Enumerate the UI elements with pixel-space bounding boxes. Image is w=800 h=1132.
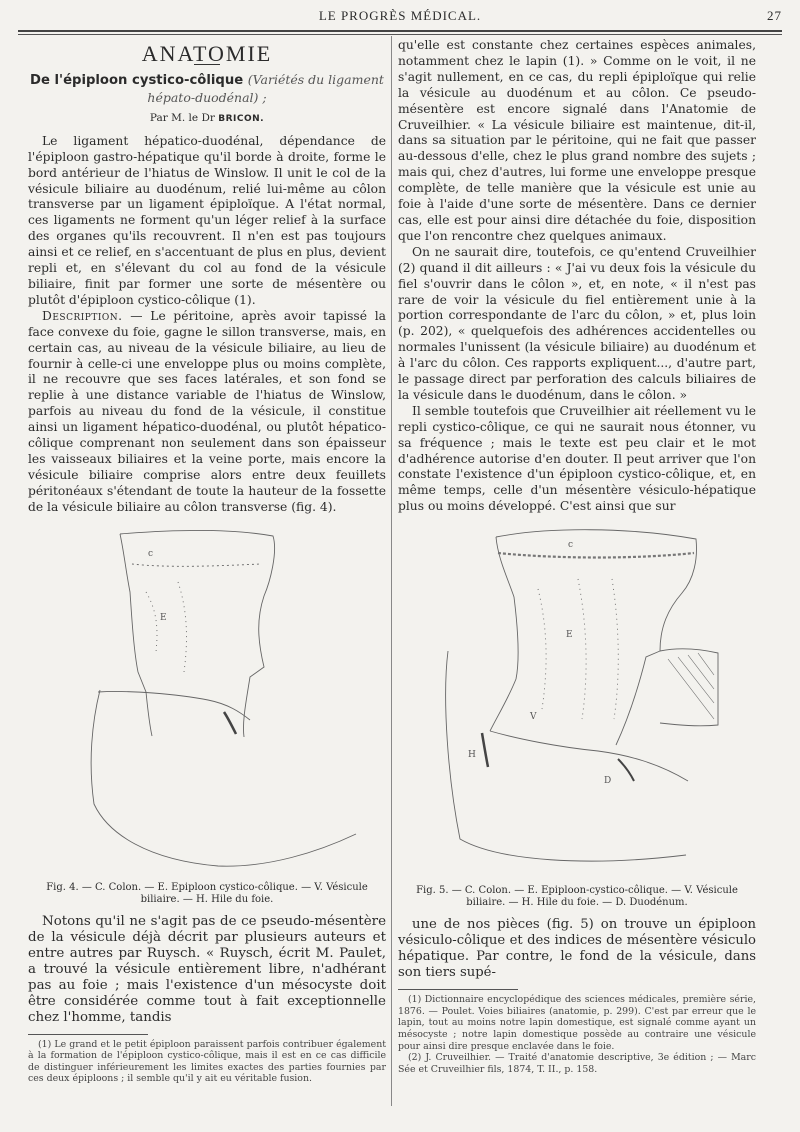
figure-4-caption: Fig. 4. — C. Colon. — E. Epiploon cystico-côlique. — V. Vésicule biliaire. — H. Hile du foie. <box>46 881 368 905</box>
author-name: BRICON. <box>218 113 265 124</box>
header-rule <box>18 30 782 32</box>
footnote-rule <box>398 989 518 990</box>
figure-letter-c: c <box>568 540 574 551</box>
journal-title: LE PROGRÈS MÉDICAL. <box>318 8 482 23</box>
footnote-rule <box>28 1034 148 1035</box>
paragraph-description <box>28 309 386 516</box>
article-title <box>28 71 386 107</box>
figure-5-drawing <box>398 519 756 883</box>
paragraph: qu'elle est constante chez certaines espèces animales, notamment chez le lapin (1). » Comme on le voit, il ne s'agit nullement, en ce cas, du repli épiploïque qui relie la vésicule au duodénum et au côlon. Ce pseudo-mésentère est encore signalé dans l'Anatomie de Cruveilhier. « La vésicule biliaire est maintenue, dit-il, dans sa situation par le péritoine, qui ne fait que passer au-dessous d'elle, chez le plus grand nombre des sujets ; mais qui, chez d'autres, lui forme une enveloppe presque complète, de telle manière que la vésicule est unie au foie à l'aide d'une sorte de mésentère. Dans ce dernier cas, elle est pour ainsi dire détachée du foie, disposition que l'on rencontre chez quelques animaux. <box>398 38 756 243</box>
article-title-main: De l'épiploon cystico-côlique <box>30 72 244 88</box>
figure-5 <box>398 519 756 883</box>
running-head <box>18 6 782 28</box>
page-number: 27 <box>767 8 782 23</box>
paragraph: Le ligament hépatico-duodénal, dépendance de l'épiploon gastro-hépatique qu'il borde à droite, forme le bord antérieur de l'hiatus de Winslow. Il unit le col de la vésicule biliaire au duodénum, relié lui-même au côlon transverse par un ligament épiploïque. A l'état normal, ces ligaments ne forment qu'un léger relief à la surface des organes qu'ils recouvrent. Il n'en est pas toujours ainsi et ce relief, en s'accentuant de plus en plus, devient repli et, en s'élevant du col au fond de la vésicule biliaire, finit par former une sorte de mésentère ou plutôt d'épiploon cystico-côlique (1). <box>28 133 386 307</box>
column-separator <box>391 36 392 1106</box>
footnote: (1) Dictionnaire encyclopédique des sciences médicales, première série, 1876. — Poulet. Voies biliaires (anatomie, p. 299). C'est par erreur que le lapin, tout au moins notre lapin domestique, est signalé comme ayant un mésocyste ; notre lapin domestique possède au contraire une vésicule pour ainsi dire presque enclavée dans le foie. <box>398 994 756 1052</box>
right-column <box>398 38 756 1075</box>
paragraph-body: — Le péritoine, après avoir tapissé la face convexe du foie, gagne le sillon transverse, mais, en certain cas, au niveau de la vésicule biliaire, au lieu de fournir à celle-ci une enveloppe plus ou moins complète, il ne recouvre que ses faces latérales, et son fond se replie à une distance variable de l'hiatus de Winslow, parfois au niveau du fond de la vésicule, il constitue ainsi un ligament hépatico-duodénal, ou plutôt hépatico-côlique comprenant non seulement dans son épaisseur les vaisseaux biliaires et la veine porte, mais encore la vésicule biliaire comprise alors entre deux feuillets péritonéaux s'étendant de toute la hauteur de la fossette de la vésicule biliaire au côlon transverse (fig. 4). <box>28 308 386 514</box>
figure-letter-h: H <box>468 750 476 761</box>
figure-letter-e: E <box>566 630 573 641</box>
figure-letter-d: D <box>604 776 612 787</box>
header-rule-thin <box>18 34 782 35</box>
figure-4-drawing <box>28 522 386 880</box>
paragraph: Notons qu'il ne s'agit pas de ce pseudo-mésentère de la vésicule déjà décrit par plusieurs auteurs et entre autres par Ruysch. « Ruysch, écrit M. Paulet, a trouvé la vésicule entièrement libre, n'adhérant pas au foie ; mais l'existence d'un mésocyste doit être considérée comme tout à fait exceptionnelle chez l'homme, tandis <box>28 913 386 1025</box>
section-title: ANATOMIE <box>141 41 273 66</box>
footnote: (2) J. Cruveilhier. — Traité d'anatomie descriptive, 3e édition ; — Marc Sée et Cruveilhier fils, 1874, T. II., p. 158. <box>398 1052 756 1075</box>
left-column <box>28 38 386 1085</box>
figure-letter-c: c <box>148 548 154 559</box>
figure-4 <box>28 522 386 880</box>
figure-letter-v: V <box>530 712 537 723</box>
figure-letter-e: E <box>160 612 167 623</box>
byline <box>28 111 386 128</box>
paragraph: une de nos pièces (fig. 5) on trouve un épiploon vésiculo-côlique et des indices de mésentère vésiculo hépatique. Par contre, le fond de la vésicule, dans son tiers supé- <box>398 917 756 981</box>
figure-5-caption: Fig. 5. — C. Colon. — E. Epiploon-cystico-côlique. — V. Vésicule biliaire. — H. Hile du foie. — D. Duodénum. <box>416 885 738 909</box>
paragraph: Il semble toutefois que Cruveilhier ait réellement vu le repli cystico-côlique, ce qui ne saurait nous étonner, vu sa fréquence ; mais le texte est peu clair et le mot d'adhérence autorise d'en douter. Il peut arriver que l'on constate l'existence d'un épiploon cystico-côlique, et, en même temps, celle d'un mésentère vésiculo-hépatique plus ou moins développé. C'est ainsi que sur <box>398 403 756 514</box>
byline-prefix: Par M. le Dr <box>149 111 215 124</box>
article-subtitle: (Variétés du ligament hépato-duodénal) ; <box>147 71 384 105</box>
paragraph: On ne saurait dire, toutefois, ce qu'entend Cruveilhier (2) quand il dit ailleurs : « J'ai vu deux fois la vésicule du fiel s'ouvrir dans le côlon », et, en note, « il n'est pas rare de voir la vésicule du fiel entièrement unie à la portion correspondante de l'arc du côlon, » et, plus loin (p. 202), « quelquefois des adhérences accidentelles ou normales l'unissent (la vésicule biliaire) au duodénum et à l'arc du côlon. Ces rapports expliquent..., d'autre part, le passage direct par perforation des calculs biliaires de la vésicule dans le duodénum, dans le côlon. » <box>398 244 756 402</box>
footnote: (1) Le grand et le petit épiploon paraissent parfois contribuer également à la formation de l'épiploon cystico-côlique, mais il est en ce cas difficile de distinguer inférieurement les limites exactes des parties fournies par ces deux épiploons ; il semble qu'il y ait eu véritable fusion. <box>28 1038 386 1085</box>
paragraph-lead: Description. <box>42 308 123 323</box>
